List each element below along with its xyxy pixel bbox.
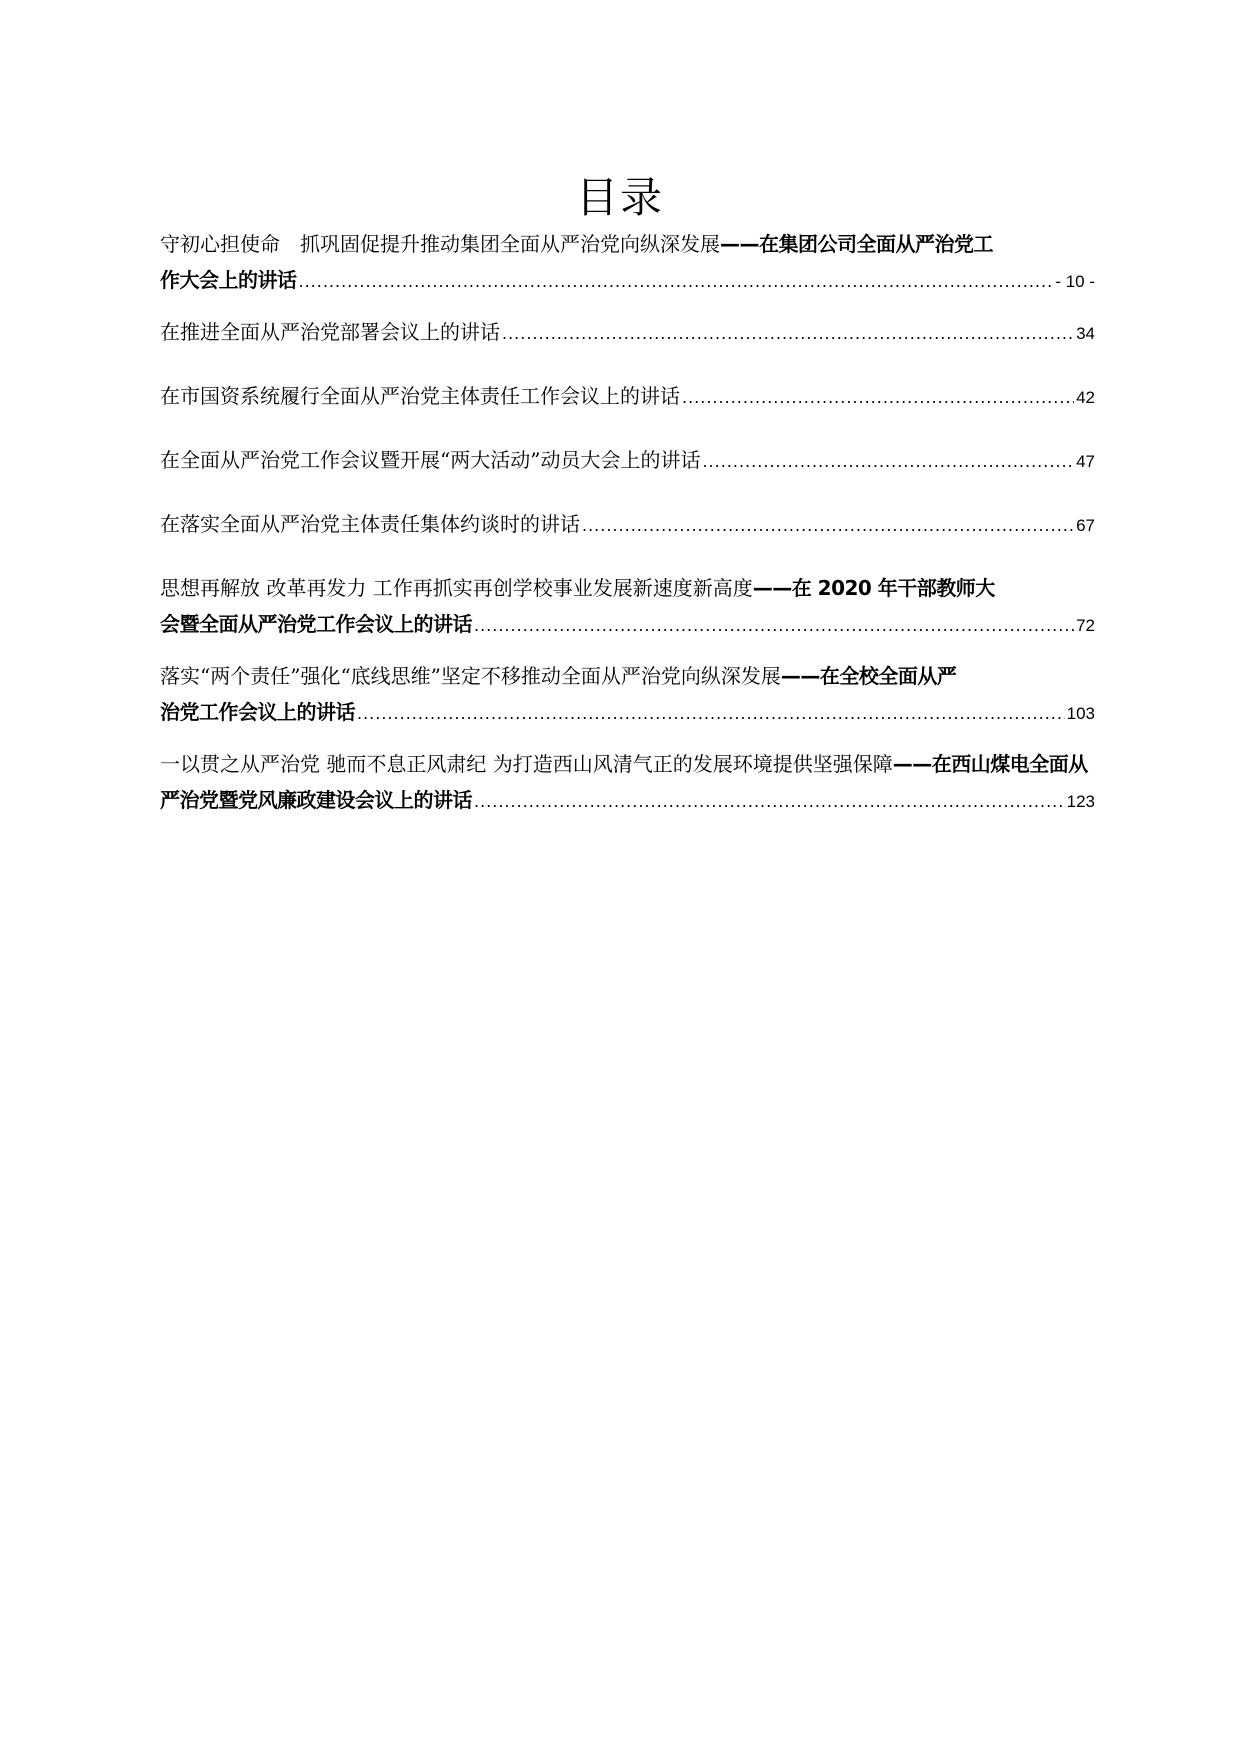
toc-list — [160, 226, 1095, 834]
toc-entry[interactable] — [160, 746, 1095, 818]
dot-leader — [500, 316, 1074, 350]
toc-entry-title: 思想再解放 改革再发力 工作再抓实再创学校事业发展新速度新高度 — [160, 576, 753, 600]
dot-leader — [472, 784, 1065, 818]
toc-entry-subtitle: 会暨全面从严治党工作会议上的讲话 — [160, 612, 472, 636]
toc-entry-title: 一以贯之从严治党 驰而不息正风肃纪 为打造西山风清气正的发展环境提供坚强保障 — [160, 752, 893, 776]
toc-page-number: 34 — [1076, 324, 1095, 343]
toc-entry-subtitle: 严治党暨党风廉政建设会议上的讲话 — [160, 788, 472, 812]
toc-page-number: 123 — [1066, 792, 1095, 811]
toc-page-number: - 10 - — [1055, 272, 1095, 291]
toc-entry-subtitle: ——在西山煤电全面从 — [892, 752, 1088, 776]
toc-page-number: 103 — [1066, 704, 1095, 723]
toc-entry-title: 在落实全面从严治党主体责任集体约谈时的讲话 — [160, 512, 580, 536]
toc-entry[interactable] — [160, 442, 1095, 478]
dot-leader — [680, 380, 1074, 414]
toc-entry-title: 在市国资系统履行全面从严治党主体责任工作会议上的讲话 — [160, 384, 680, 408]
toc-entry[interactable] — [160, 314, 1095, 350]
toc-page-number: 67 — [1076, 516, 1095, 535]
dot-leader — [580, 508, 1074, 542]
toc-title: 目录 — [575, 173, 664, 222]
toc-entry-title: 守初心担使命 抓巩固促提升推动集团全面从严治党向纵深发展 — [160, 232, 720, 256]
toc-entry-title: 在全面从严治党工作会议暨开展“两大活动”动员大会上的讲话 — [160, 448, 701, 472]
dot-leader — [297, 264, 1054, 298]
toc-entry[interactable] — [160, 226, 1095, 298]
toc-entry[interactable] — [160, 658, 1095, 730]
toc-page-number: 72 — [1076, 616, 1095, 635]
toc-entry-title: 在推进全面从严治党部署会议上的讲话 — [160, 320, 500, 344]
toc-entry-subtitle: 治党工作会议上的讲话 — [160, 700, 355, 724]
toc-entry-subtitle: ——在全校全面从严 — [780, 664, 957, 688]
toc-page-number: 42 — [1076, 388, 1095, 407]
toc-entry-subtitle: ——在集团公司全面从严治党工 — [720, 232, 993, 256]
toc-entry-subtitle: 作大会上的讲话 — [160, 268, 297, 292]
toc-entry-title: 落实“两个责任”强化“底线思维”坚定不移推动全面从严治党向纵深发展 — [160, 664, 781, 688]
dot-leader — [472, 608, 1074, 642]
toc-page-number: 47 — [1076, 452, 1095, 471]
toc-entry[interactable] — [160, 506, 1095, 542]
toc-entry-subtitle: ——在 2020 年干部教师大 — [752, 576, 995, 600]
dot-leader — [355, 696, 1065, 730]
toc-entry[interactable] — [160, 570, 1095, 642]
toc-entry[interactable] — [160, 378, 1095, 414]
dot-leader — [700, 444, 1074, 478]
